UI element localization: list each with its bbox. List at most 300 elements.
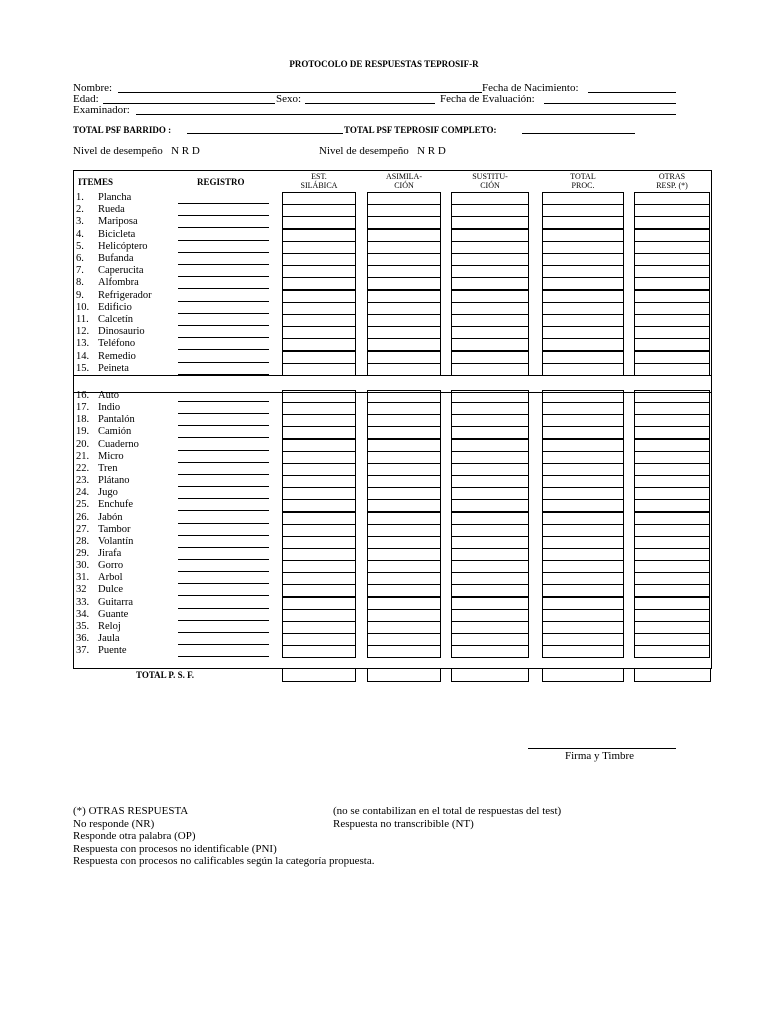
cell-sustitucion[interactable] — [451, 475, 529, 488]
item-name: Dinosaurio — [98, 326, 145, 338]
cell-est-silabica[interactable] — [282, 475, 356, 488]
list-item — [76, 241, 148, 253]
registro-field[interactable] — [178, 301, 269, 302]
registro-field[interactable] — [178, 498, 269, 499]
cell-total-proc[interactable] — [542, 475, 624, 488]
cell-asimilacion[interactable] — [367, 204, 441, 217]
item-name: Indio — [98, 402, 121, 414]
item-number: 5. — [76, 240, 84, 252]
cell-est-silabica[interactable] — [282, 597, 356, 610]
fecha-nacimiento-field[interactable] — [588, 92, 676, 93]
cell-sustitucion[interactable] — [451, 560, 529, 573]
registro-field[interactable] — [178, 374, 269, 375]
cell-sustitucion[interactable] — [451, 536, 529, 549]
list-item — [76, 314, 133, 326]
cell-asimilacion[interactable] — [367, 241, 441, 254]
cell-sustitucion[interactable] — [451, 426, 529, 439]
cell-otras-resp[interactable] — [634, 390, 710, 403]
fecha-evaluacion-field[interactable] — [544, 103, 676, 104]
cell-sustitucion[interactable] — [451, 524, 529, 537]
cell-otras-resp[interactable] — [634, 609, 710, 622]
cell-asimilacion[interactable] — [367, 253, 441, 266]
item-name: Tambor — [98, 523, 131, 535]
cell-otras-resp[interactable] — [634, 597, 710, 610]
cell-est-silabica[interactable] — [282, 241, 356, 254]
list-item — [76, 609, 128, 621]
cell-est-silabica[interactable] — [282, 524, 356, 537]
total-asimilacion-box[interactable] — [367, 668, 441, 682]
cell-est-silabica[interactable] — [282, 216, 356, 229]
cell-sustitucion[interactable] — [451, 487, 529, 500]
cell-asimilacion[interactable] — [367, 265, 441, 278]
cell-total-proc[interactable] — [542, 363, 624, 376]
cell-est-silabica[interactable] — [282, 192, 356, 205]
item-number: 6. — [76, 253, 84, 264]
cell-otras-resp[interactable] — [634, 560, 710, 573]
item-name: Pantalón — [98, 414, 135, 426]
cell-otras-resp[interactable] — [634, 414, 710, 427]
list-item — [76, 560, 123, 572]
legend-nt: Respuesta no transcribible (NT) — [333, 818, 474, 830]
cell-otras-resp[interactable] — [634, 314, 710, 327]
nivel-label: Nivel de desempeño — [73, 145, 163, 157]
examinador-field[interactable] — [136, 114, 676, 115]
item-name: Arbol — [98, 572, 123, 584]
list-item — [76, 451, 124, 463]
cell-sustitucion[interactable] — [451, 390, 529, 403]
registro-field[interactable] — [178, 510, 269, 511]
cell-otras-resp[interactable] — [634, 351, 710, 364]
cell-sustitucion[interactable] — [451, 463, 529, 476]
cell-total-proc[interactable] — [542, 609, 624, 622]
cell-total-proc[interactable] — [542, 426, 624, 439]
list-item — [76, 439, 139, 451]
item-number: 9. — [76, 289, 84, 301]
registro-field[interactable] — [178, 362, 269, 363]
cell-total-proc[interactable] — [542, 487, 624, 500]
cell-total-proc[interactable] — [542, 439, 624, 452]
registro-field[interactable] — [178, 620, 269, 621]
cell-sustitucion[interactable] — [451, 204, 529, 217]
registro-field[interactable] — [178, 474, 269, 475]
registro-header: REGISTRO — [197, 177, 245, 187]
cell-otras-resp[interactable] — [634, 463, 710, 476]
total-barrido-field[interactable] — [187, 133, 343, 134]
cell-otras-resp[interactable] — [634, 487, 710, 500]
cell-total-proc[interactable] — [542, 524, 624, 537]
cell-total-proc[interactable] — [542, 390, 624, 403]
cell-sustitucion[interactable] — [451, 597, 529, 610]
cell-asimilacion[interactable] — [367, 499, 441, 512]
cell-est-silabica[interactable] — [282, 633, 356, 646]
cell-total-proc[interactable] — [542, 338, 624, 351]
cell-asimilacion[interactable] — [367, 560, 441, 573]
cell-total-proc[interactable] — [542, 265, 624, 278]
page-title: PROTOCOLO DE RESPUESTAS TEPROSIF-R — [289, 59, 479, 69]
cell-otras-resp[interactable] — [634, 536, 710, 549]
cell-total-proc[interactable] — [542, 572, 624, 585]
cell-est-silabica[interactable] — [282, 204, 356, 217]
registro-field[interactable] — [178, 325, 269, 326]
cell-est-silabica[interactable] — [282, 439, 356, 452]
cell-sustitucion[interactable] — [451, 229, 529, 242]
cell-est-silabica[interactable] — [282, 463, 356, 476]
cell-est-silabica[interactable] — [282, 548, 356, 561]
item-number: 24. — [76, 487, 90, 499]
cell-sustitucion[interactable] — [451, 302, 529, 315]
cell-asimilacion[interactable] — [367, 192, 441, 205]
item-name: Plátano — [98, 475, 130, 487]
cell-total-proc[interactable] — [542, 290, 624, 303]
cell-asimilacion[interactable] — [367, 621, 441, 634]
cell-otras-resp[interactable] — [634, 548, 710, 561]
legend-categoria: Respuesta con procesos no calificables según la categoría propuesta. — [73, 855, 375, 867]
sexo-field[interactable] — [305, 103, 435, 104]
item-number: 13. — [76, 338, 90, 350]
cell-total-proc[interactable] — [542, 277, 624, 290]
cell-est-silabica[interactable] — [282, 363, 356, 376]
item-name: Plancha — [98, 192, 132, 203]
registro-field[interactable] — [178, 547, 269, 548]
cell-sustitucion[interactable] — [451, 265, 529, 278]
cell-sustitucion[interactable] — [451, 645, 529, 658]
col-header-otras-resp: OTRAS RESP. (*) — [656, 172, 688, 190]
cell-otras-resp[interactable] — [634, 402, 710, 415]
cell-total-proc[interactable] — [542, 192, 624, 205]
cell-otras-resp[interactable] — [634, 439, 710, 452]
cell-est-silabica[interactable] — [282, 487, 356, 500]
total-completo-label: TOTAL PSF TEPROSIF COMPLETO: — [344, 125, 497, 135]
registro-field[interactable] — [178, 227, 269, 228]
cell-est-silabica[interactable] — [282, 560, 356, 573]
cell-est-silabica[interactable] — [282, 609, 356, 622]
sexo-label: Sexo: — [276, 93, 302, 105]
cell-asimilacion[interactable] — [367, 439, 441, 452]
list-item — [76, 524, 131, 536]
cell-total-proc[interactable] — [542, 204, 624, 217]
cell-sustitucion[interactable] — [451, 351, 529, 364]
cell-est-silabica[interactable] — [282, 645, 356, 658]
total-completo-field[interactable] — [522, 133, 635, 134]
registro-field[interactable] — [178, 632, 269, 633]
list-item — [76, 363, 129, 375]
cell-sustitucion[interactable] — [451, 451, 529, 464]
cell-asimilacion[interactable] — [367, 609, 441, 622]
list-item — [76, 351, 136, 363]
item-number: 27. — [76, 523, 90, 535]
cell-otras-resp[interactable] — [634, 229, 710, 242]
cell-total-proc[interactable] — [542, 451, 624, 464]
cell-est-silabica[interactable] — [282, 229, 356, 242]
cell-otras-resp[interactable] — [634, 584, 710, 597]
signature-line[interactable] — [528, 748, 676, 749]
cell-asimilacion[interactable] — [367, 572, 441, 585]
registro-field[interactable] — [178, 252, 269, 253]
registro-field[interactable] — [178, 425, 269, 426]
item-name: Alfombra — [98, 277, 139, 289]
list-item — [76, 584, 123, 596]
cell-otras-resp[interactable] — [634, 253, 710, 266]
item-name: Guante — [98, 608, 129, 620]
registro-field[interactable] — [178, 535, 269, 536]
list-item — [76, 487, 118, 499]
cell-est-silabica[interactable] — [282, 426, 356, 439]
cell-asimilacion[interactable] — [367, 512, 441, 525]
cell-sustitucion[interactable] — [451, 414, 529, 427]
cell-est-silabica[interactable] — [282, 338, 356, 351]
cell-otras-resp[interactable] — [634, 645, 710, 658]
registro-field[interactable] — [178, 264, 269, 265]
list-item — [76, 426, 131, 438]
col-header-est-silabica: EST. SILÁBICA — [300, 172, 338, 190]
fecha-nacimiento-label: Fecha de Nacimiento: — [482, 82, 579, 94]
cell-total-proc[interactable] — [542, 302, 624, 315]
cell-asimilacion[interactable] — [367, 277, 441, 290]
list-item — [76, 192, 131, 204]
list-item — [76, 265, 143, 277]
cell-total-proc[interactable] — [542, 633, 624, 646]
list-item — [76, 645, 127, 657]
cell-est-silabica[interactable] — [282, 499, 356, 512]
cell-est-silabica[interactable] — [282, 584, 356, 597]
cell-otras-resp[interactable] — [634, 621, 710, 634]
cell-asimilacion[interactable] — [367, 314, 441, 327]
cell-total-proc[interactable] — [542, 326, 624, 339]
cell-asimilacion[interactable] — [367, 229, 441, 242]
cell-otras-resp[interactable] — [634, 633, 710, 646]
cell-otras-resp[interactable] — [634, 265, 710, 278]
cell-otras-resp[interactable] — [634, 499, 710, 512]
cell-sustitucion[interactable] — [451, 548, 529, 561]
total-otras-box[interactable] — [634, 668, 711, 682]
cell-est-silabica[interactable] — [282, 326, 356, 339]
item-number: 18. — [76, 414, 90, 426]
cell-asimilacion[interactable] — [367, 414, 441, 427]
item-number: 29. — [76, 547, 90, 559]
cell-asimilacion[interactable] — [367, 597, 441, 610]
cell-otras-resp[interactable] — [634, 241, 710, 254]
cell-otras-resp[interactable] — [634, 204, 710, 217]
cell-est-silabica[interactable] — [282, 351, 356, 364]
registro-field[interactable] — [178, 462, 269, 463]
cell-asimilacion[interactable] — [367, 426, 441, 439]
registro-field[interactable] — [178, 523, 269, 524]
cell-est-silabica[interactable] — [282, 277, 356, 290]
item-number: 25. — [76, 499, 90, 511]
cell-otras-resp[interactable] — [634, 338, 710, 351]
cell-asimilacion[interactable] — [367, 351, 441, 364]
cell-total-proc[interactable] — [542, 597, 624, 610]
cell-sustitucion[interactable] — [451, 253, 529, 266]
cell-sustitucion[interactable] — [451, 314, 529, 327]
cell-asimilacion[interactable] — [367, 302, 441, 315]
registro-field[interactable] — [178, 203, 269, 204]
cell-asimilacion[interactable] — [367, 290, 441, 303]
registro-field[interactable] — [178, 288, 269, 289]
cell-total-proc[interactable] — [542, 351, 624, 364]
item-name: Peineta — [98, 362, 129, 374]
registro-field[interactable] — [178, 608, 269, 609]
total-proc-box[interactable] — [542, 668, 624, 682]
cell-total-proc[interactable] — [542, 253, 624, 266]
cell-asimilacion[interactable] — [367, 390, 441, 403]
cell-total-proc[interactable] — [542, 560, 624, 573]
cell-sustitucion[interactable] — [451, 216, 529, 229]
cell-asimilacion[interactable] — [367, 633, 441, 646]
list-item — [76, 277, 139, 289]
registro-field[interactable] — [178, 313, 269, 314]
registro-field[interactable] — [178, 644, 269, 645]
cell-sustitucion[interactable] — [451, 290, 529, 303]
cell-otras-resp[interactable] — [634, 290, 710, 303]
otras-respuesta-note: (no se contabilizan en el total de respuestas del test) — [333, 805, 562, 817]
registro-field[interactable] — [178, 583, 269, 584]
cell-otras-resp[interactable] — [634, 426, 710, 439]
cell-asimilacion[interactable] — [367, 524, 441, 537]
registro-field[interactable] — [178, 486, 269, 487]
cell-otras-resp[interactable] — [634, 524, 710, 537]
cell-total-proc[interactable] — [542, 216, 624, 229]
item-number: 34. — [76, 608, 90, 620]
cell-asimilacion[interactable] — [367, 584, 441, 597]
registro-field[interactable] — [178, 413, 269, 414]
cell-est-silabica[interactable] — [282, 402, 356, 415]
cell-est-silabica[interactable] — [282, 290, 356, 303]
registro-field[interactable] — [178, 571, 269, 572]
nivel-options[interactable]: N R D — [171, 145, 200, 157]
item-number: 1. — [76, 192, 84, 203]
total-sustitucion-box[interactable] — [451, 668, 529, 682]
cell-asimilacion[interactable] — [367, 463, 441, 476]
cell-est-silabica[interactable] — [282, 621, 356, 634]
nivel-options[interactable]: N R D — [417, 145, 446, 157]
list-item — [76, 338, 135, 350]
cell-sustitucion[interactable] — [451, 512, 529, 525]
item-number: 4. — [76, 228, 84, 240]
cell-sustitucion[interactable] — [451, 439, 529, 452]
registro-field[interactable] — [178, 437, 269, 438]
cell-total-proc[interactable] — [542, 314, 624, 327]
cell-otras-resp[interactable] — [634, 475, 710, 488]
cell-est-silabica[interactable] — [282, 314, 356, 327]
cell-total-proc[interactable] — [542, 414, 624, 427]
nivel-desempeno-1 — [73, 145, 200, 157]
cell-est-silabica[interactable] — [282, 414, 356, 427]
cell-asimilacion[interactable] — [367, 487, 441, 500]
registro-field[interactable] — [178, 276, 269, 277]
cell-est-silabica[interactable] — [282, 512, 356, 525]
total-est-silabica-box[interactable] — [282, 668, 356, 682]
registro-field[interactable] — [178, 215, 269, 216]
cell-total-proc[interactable] — [542, 241, 624, 254]
cell-sustitucion[interactable] — [451, 584, 529, 597]
cell-sustitucion[interactable] — [451, 499, 529, 512]
cell-sustitucion[interactable] — [451, 363, 529, 376]
cell-total-proc[interactable] — [542, 584, 624, 597]
cell-asimilacion[interactable] — [367, 216, 441, 229]
cell-est-silabica[interactable] — [282, 265, 356, 278]
registro-field[interactable] — [178, 349, 269, 350]
cell-asimilacion[interactable] — [367, 402, 441, 415]
item-name: Gorro — [98, 560, 124, 572]
cell-asimilacion[interactable] — [367, 548, 441, 561]
list-item — [76, 390, 119, 402]
cell-asimilacion[interactable] — [367, 363, 441, 376]
cell-total-proc[interactable] — [542, 548, 624, 561]
item-number: 11. — [76, 314, 89, 325]
cell-total-proc[interactable] — [542, 463, 624, 476]
cell-otras-resp[interactable] — [634, 326, 710, 339]
cell-asimilacion[interactable] — [367, 475, 441, 488]
cell-asimilacion[interactable] — [367, 645, 441, 658]
item-name: Refrigerador — [98, 289, 152, 301]
cell-asimilacion[interactable] — [367, 338, 441, 351]
cell-sustitucion[interactable] — [451, 572, 529, 585]
cell-otras-resp[interactable] — [634, 216, 710, 229]
list-item — [76, 536, 133, 548]
registro-field[interactable] — [178, 559, 269, 560]
cell-est-silabica[interactable] — [282, 572, 356, 585]
cell-total-proc[interactable] — [542, 621, 624, 634]
cell-total-proc[interactable] — [542, 499, 624, 512]
cell-est-silabica[interactable] — [282, 253, 356, 266]
item-number: 26. — [76, 511, 90, 523]
cell-asimilacion[interactable] — [367, 536, 441, 549]
cell-asimilacion[interactable] — [367, 451, 441, 464]
cell-est-silabica[interactable] — [282, 390, 356, 403]
cell-total-proc[interactable] — [542, 402, 624, 415]
cell-total-proc[interactable] — [542, 229, 624, 242]
cell-total-proc[interactable] — [542, 536, 624, 549]
cell-sustitucion[interactable] — [451, 338, 529, 351]
cell-otras-resp[interactable] — [634, 512, 710, 525]
cell-sustitucion[interactable] — [451, 402, 529, 415]
cell-asimilacion[interactable] — [367, 326, 441, 339]
cell-total-proc[interactable] — [542, 645, 624, 658]
cell-total-proc[interactable] — [542, 512, 624, 525]
edad-label: Edad: — [73, 93, 99, 105]
item-number: 19. — [76, 426, 90, 438]
cell-otras-resp[interactable] — [634, 302, 710, 315]
cell-sustitucion[interactable] — [451, 241, 529, 254]
cell-otras-resp[interactable] — [634, 363, 710, 376]
registro-field[interactable] — [178, 337, 269, 338]
cell-otras-resp[interactable] — [634, 192, 710, 205]
legend-pni: Respuesta con procesos no identificable (PNI) — [73, 843, 277, 855]
item-name: Mariposa — [98, 216, 138, 228]
cell-est-silabica[interactable] — [282, 536, 356, 549]
cell-sustitucion[interactable] — [451, 326, 529, 339]
cell-sustitucion[interactable] — [451, 609, 529, 622]
cell-sustitucion[interactable] — [451, 633, 529, 646]
item-number: 17. — [76, 402, 90, 414]
cell-sustitucion[interactable] — [451, 621, 529, 634]
list-item — [76, 572, 123, 584]
cell-otras-resp[interactable] — [634, 572, 710, 585]
cell-est-silabica[interactable] — [282, 451, 356, 464]
cell-sustitucion[interactable] — [451, 277, 529, 290]
cell-otras-resp[interactable] — [634, 451, 710, 464]
registro-field[interactable] — [178, 401, 269, 402]
registro-field[interactable] — [178, 595, 269, 596]
cell-sustitucion[interactable] — [451, 192, 529, 205]
list-item — [76, 216, 138, 228]
registro-field[interactable] — [178, 240, 269, 241]
cell-otras-resp[interactable] — [634, 277, 710, 290]
cell-est-silabica[interactable] — [282, 302, 356, 315]
registro-field[interactable] — [178, 656, 269, 657]
registro-field[interactable] — [178, 450, 269, 451]
